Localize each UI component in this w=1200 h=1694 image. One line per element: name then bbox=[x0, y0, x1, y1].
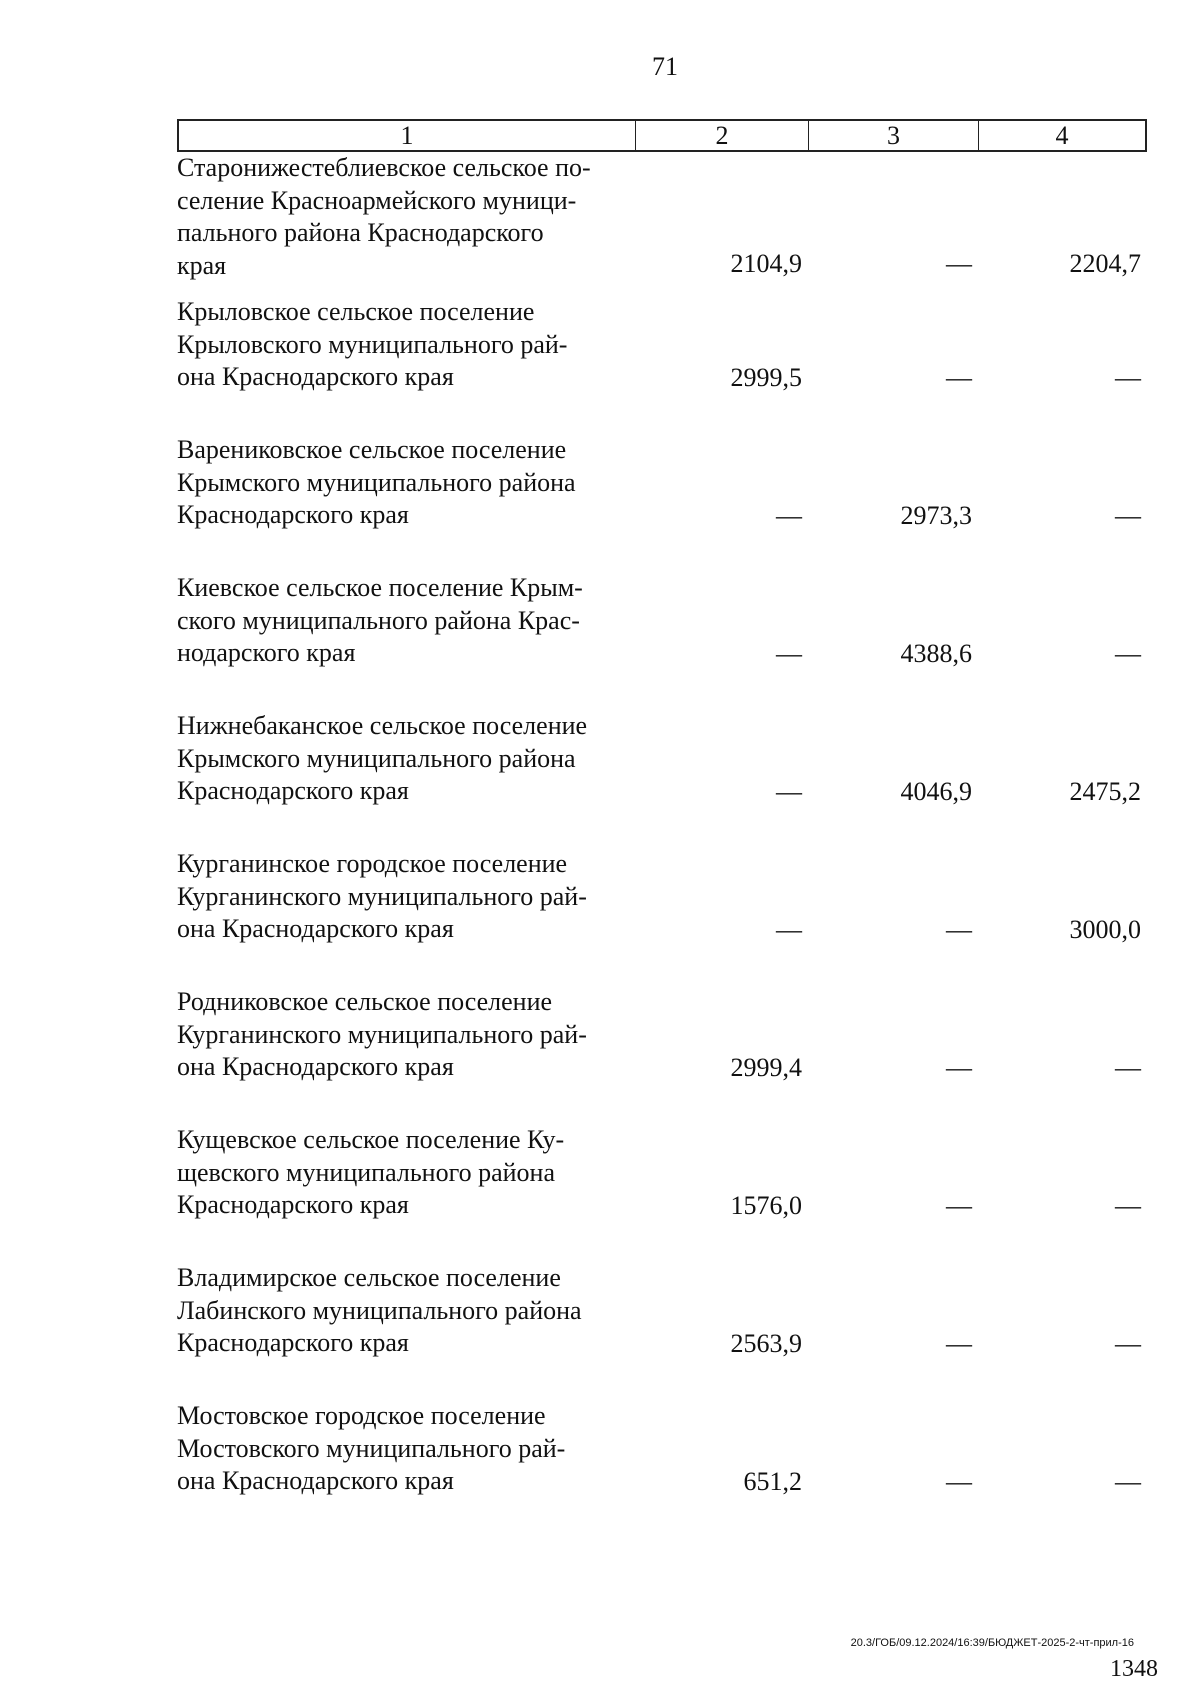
value-col-4: 2475,2 bbox=[1069, 777, 1141, 806]
table-row bbox=[177, 848, 1147, 986]
value-col-3: 4388,6 bbox=[900, 639, 972, 668]
value-col-2: — bbox=[776, 915, 802, 944]
value-col-2: 651,2 bbox=[743, 1467, 802, 1496]
table-row bbox=[177, 710, 1147, 848]
column-header-4: 4 bbox=[1055, 121, 1069, 150]
page-number: 71 bbox=[652, 52, 678, 81]
table-row bbox=[177, 986, 1147, 1124]
value-col-2: 2563,9 bbox=[730, 1329, 802, 1358]
column-header-3: 3 bbox=[809, 121, 979, 150]
sheet-number: 1348 bbox=[1110, 1656, 1158, 1682]
settlement-name: Кущевское сельское поселение Ку- щевского муниципального района Краснодарского края bbox=[177, 1125, 565, 1219]
document-code: 20.3/ГОБ/09.12.2024/16:39/БЮДЖЕТ-2025-2-чт-прил-16 bbox=[850, 1637, 1134, 1649]
value-col-3: — bbox=[946, 1329, 972, 1358]
value-col-4: — bbox=[1115, 501, 1141, 530]
value-col-4: — bbox=[1115, 1053, 1141, 1082]
value-col-3: — bbox=[946, 1467, 972, 1496]
value-col-4: — bbox=[1115, 639, 1141, 668]
value-col-3: — bbox=[946, 363, 972, 392]
value-col-2: — bbox=[776, 777, 802, 806]
settlement-name: Варениковское сельское поселение Крымского муниципального района Краснодарского края bbox=[177, 435, 576, 529]
value-col-3: — bbox=[946, 1191, 972, 1220]
table-row bbox=[177, 1124, 1147, 1262]
table-header bbox=[177, 119, 1147, 152]
settlement-name: Владимирское сельское поселение Лабинского муниципального района Краснодарского края bbox=[177, 1263, 582, 1357]
settlement-name: Старонижестеблиевское сельское по- селение Красноармейского муници- пального района Краснодарского края bbox=[177, 153, 591, 280]
value-col-2: — bbox=[776, 501, 802, 530]
settlement-name: Крыловское сельское поселение Крыловского муниципального рай- она Краснодарского края bbox=[177, 297, 568, 391]
value-col-4: — bbox=[1115, 1467, 1141, 1496]
value-col-4: 2204,7 bbox=[1069, 249, 1141, 278]
table-row bbox=[177, 296, 1147, 434]
value-col-4: — bbox=[1115, 1329, 1141, 1358]
value-col-3: 2973,3 bbox=[900, 501, 972, 530]
value-col-4: — bbox=[1115, 363, 1141, 392]
value-col-2: 1576,0 bbox=[730, 1191, 802, 1220]
value-col-2: 2104,9 bbox=[730, 249, 802, 278]
value-col-3: 4046,9 bbox=[900, 777, 972, 806]
value-col-3: — bbox=[946, 915, 972, 944]
table-row bbox=[177, 1400, 1147, 1538]
settlement-name: Родниковское сельское поселение Курганинского муниципального рай- она Краснодарского края bbox=[177, 987, 587, 1081]
table-row bbox=[177, 434, 1147, 572]
value-col-2: 2999,4 bbox=[730, 1053, 802, 1082]
table-row bbox=[177, 152, 1147, 290]
column-header-2: 2 bbox=[636, 121, 809, 150]
value-col-3: — bbox=[946, 1053, 972, 1082]
value-col-4: 3000,0 bbox=[1069, 915, 1141, 944]
value-col-2: — bbox=[776, 639, 802, 668]
column-header-1: 1 bbox=[179, 121, 636, 150]
value-col-3: — bbox=[946, 249, 972, 278]
value-col-4: — bbox=[1115, 1191, 1141, 1220]
table-row bbox=[177, 572, 1147, 710]
table-row bbox=[177, 1262, 1147, 1400]
settlement-name: Мостовское городское поселение Мостовского муниципального рай- она Краснодарского края bbox=[177, 1401, 566, 1495]
table-body bbox=[177, 152, 1147, 1538]
settlement-name: Нижнебаканское сельское поселение Крымского муниципального района Краснодарского края bbox=[177, 711, 588, 805]
settlement-name: Киевское сельское поселение Крым- ского муниципального района Крас- нодарского края bbox=[177, 573, 583, 667]
settlement-name: Курганинское городское поселение Курганинского муниципального рай- она Краснодарского края bbox=[177, 849, 587, 943]
value-col-2: 2999,5 bbox=[730, 363, 802, 392]
